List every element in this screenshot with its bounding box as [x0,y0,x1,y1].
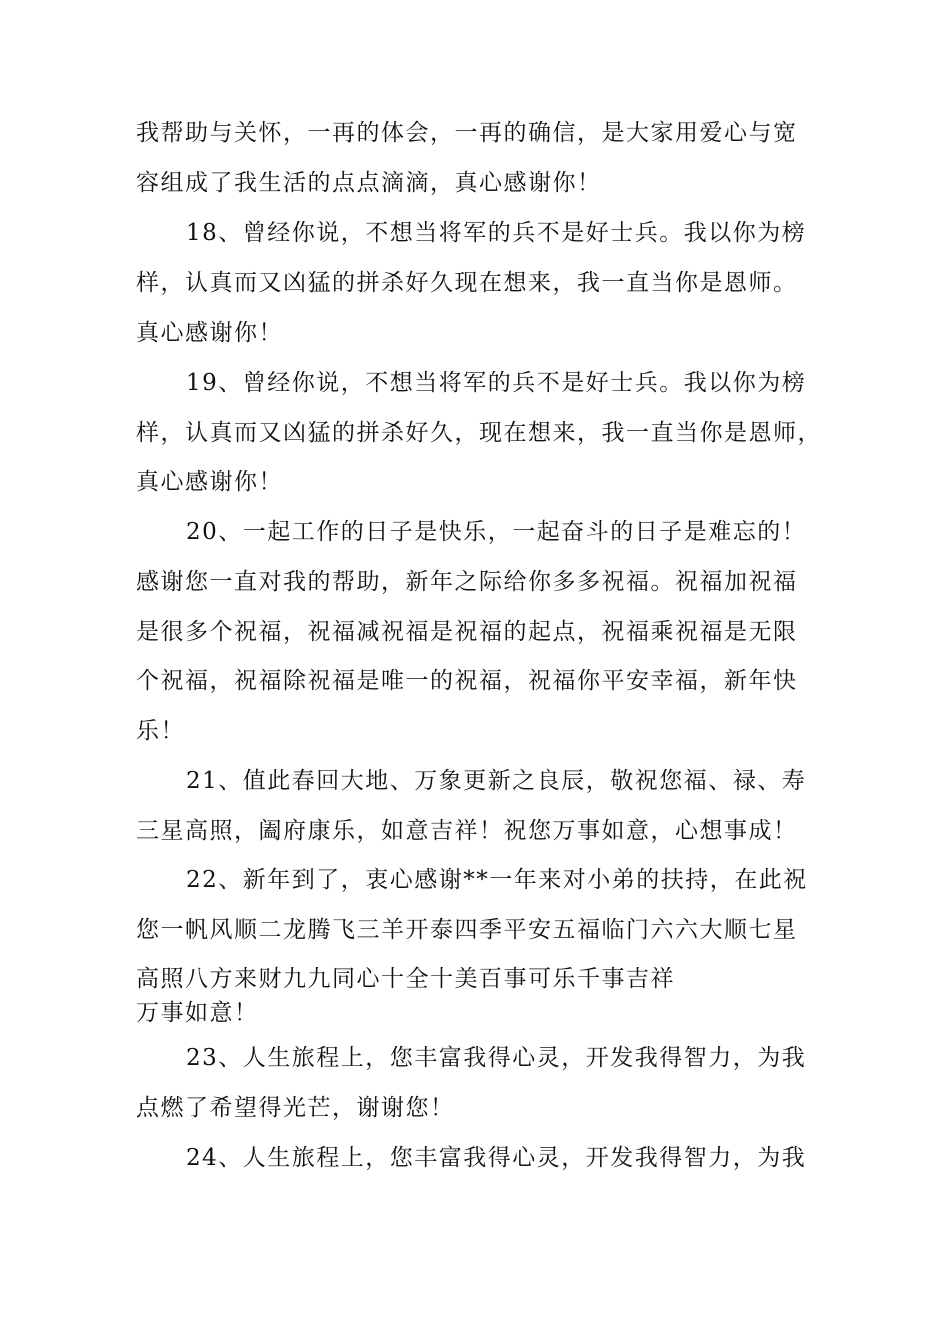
text-line: 个祝福，祝福除祝福是唯一的祝福，祝福你平安幸福，新年快 [136,668,798,694]
text-line: 乐！ [136,718,185,744]
text-line: 感谢您一直对我的帮助，新年之际给你多多祝福。祝福加祝福 [136,569,798,595]
paragraph-23-start: 23、人生旅程上，您丰富我得心灵，开发我得智力，为我 [186,1045,807,1071]
text-line: 样，认真而又凶猛的拼杀好久，现在想来，我一直当你是恩师， [136,420,822,446]
text-line: 真心感谢你！ [136,469,283,495]
text-line: 三星高照，阖府康乐，如意吉祥！祝您万事如意，心想事成！ [136,818,798,844]
text-line: 万事如意！ [136,1000,259,1026]
paragraph-18-start: 18、曾经你说，不想当将军的兵不是好士兵。我以你为榜 [186,220,807,246]
text-line: 是很多个祝福，祝福减祝福是祝福的起点，祝福乘祝福是无限 [136,619,798,645]
paragraph-20-start: 20、一起工作的日子是快乐，一起奋斗的日子是难忘的！ [186,519,807,545]
text-line: 样，认真而又凶猛的拼杀好久现在想来，我一直当你是恩师。 [136,270,798,296]
paragraph-19-start: 19、曾经你说，不想当将军的兵不是好士兵。我以你为榜 [186,370,807,396]
paragraph-21-start: 21、值此春回大地、万象更新之良辰，敬祝您福、禄、寿 [186,768,807,794]
paragraph-22-start: 22、新年到了，衷心感谢**一年来对小弟的扶持，在此祝 [186,867,808,893]
text-line: 容组成了我生活的点点滴滴，真心感谢你！ [136,170,602,196]
text-line: 点燃了希望得光芒，谢谢您！ [136,1095,455,1121]
text-line: 您一帆风顺二龙腾飞三羊开泰四季平安五福临门六六大顺七星 [136,917,798,943]
paragraph-24-start: 24、人生旅程上，您丰富我得心灵，开发我得智力，为我 [186,1145,807,1171]
text-line: 真心感谢你！ [136,320,283,346]
text-line: 高照八方来财九九同心十全十美百事可乐千事吉祥 [136,966,675,992]
text-line: 我帮助与关怀，一再的体会，一再的确信，是大家用爱心与宽 [136,120,798,146]
